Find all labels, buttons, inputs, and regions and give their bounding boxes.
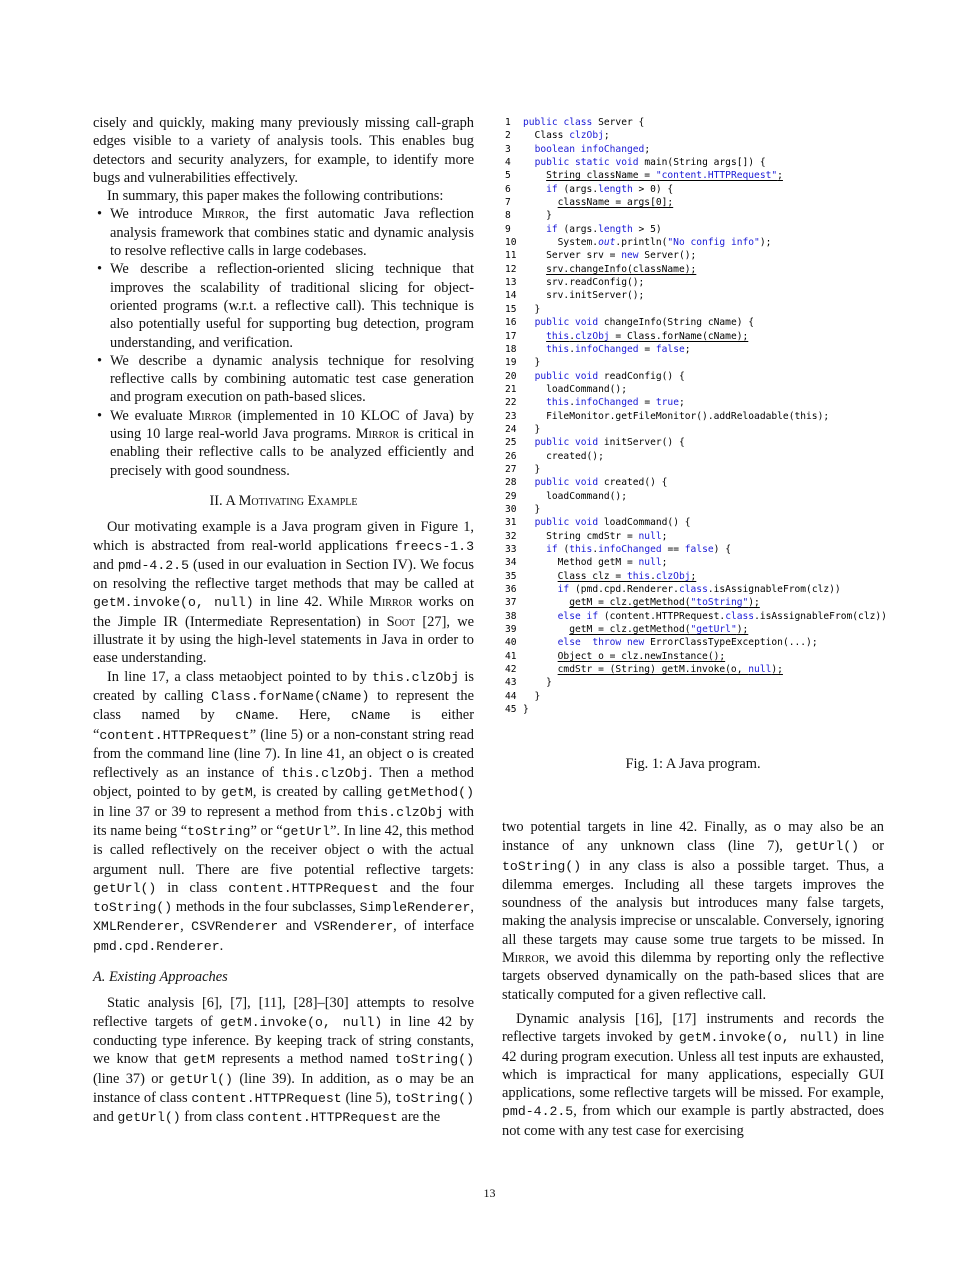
code-line bbox=[505, 436, 915, 449]
code-line bbox=[505, 410, 915, 423]
contribution-item-3: • We describe a dynamic analysis technique for resolving reflective calls by combining automatic test case generation and program execution on path-based slices. bbox=[110, 352, 474, 407]
code-line bbox=[505, 476, 915, 489]
code-line-number: 29 bbox=[505, 490, 517, 502]
code-line-text: } bbox=[523, 423, 541, 435]
code-line-number: 38 bbox=[505, 610, 517, 622]
code-line bbox=[505, 383, 915, 396]
code-line-text: this.infoChanged = false; bbox=[546, 343, 691, 355]
code-line-number: 30 bbox=[505, 503, 517, 515]
code-line-text: public void changeInfo(String cName) { bbox=[534, 317, 755, 329]
figure-caption: Fig. 1: A Java program. bbox=[625, 756, 761, 772]
code-line-text: public static void main(String args[]) { bbox=[534, 157, 766, 169]
code-line-text: Class clz = this.clzObj; bbox=[557, 570, 697, 582]
code-line bbox=[505, 516, 915, 529]
code-line bbox=[505, 356, 915, 369]
code-line-number: 11 bbox=[505, 250, 517, 262]
code-line-text: Object o = clz.newInstance(); bbox=[557, 650, 726, 662]
code-line-number: 17 bbox=[505, 330, 517, 342]
code-line-number: 2 bbox=[505, 130, 511, 142]
code-line-text: System.out.println("No config info"); bbox=[523, 237, 772, 249]
code-line bbox=[505, 690, 915, 703]
code-line bbox=[505, 183, 915, 196]
section-heading: II. A Motivating Example bbox=[209, 492, 358, 509]
code-line bbox=[505, 223, 915, 236]
code-line-text: if (args.length > 0) { bbox=[546, 183, 674, 195]
code-line bbox=[505, 450, 915, 463]
code-line-number: 7 bbox=[505, 197, 511, 209]
code-line-number: 14 bbox=[505, 290, 517, 302]
code-line-number: 40 bbox=[505, 637, 517, 649]
code-line-number: 12 bbox=[505, 263, 517, 275]
page-number: 13 bbox=[483, 1186, 496, 1200]
code-line-number: 26 bbox=[505, 450, 517, 462]
code-line-number: 45 bbox=[505, 704, 517, 716]
code-line bbox=[505, 370, 915, 383]
code-line-text: } bbox=[523, 463, 541, 475]
code-line bbox=[505, 530, 915, 543]
code-line-number: 41 bbox=[505, 650, 517, 662]
code-line-number: 27 bbox=[505, 463, 517, 475]
code-line-text: cmdStr = (String) getM.invoke(o, null); bbox=[557, 664, 783, 676]
code-line-text: created(); bbox=[523, 450, 604, 462]
code-line-number: 5 bbox=[505, 170, 511, 182]
code-line-text: public void loadCommand() { bbox=[534, 517, 691, 529]
code-line-number: 10 bbox=[505, 237, 517, 249]
code-line-number: 37 bbox=[505, 597, 517, 609]
code-line bbox=[505, 570, 915, 583]
paragraph-contributions-lead: In summary, this paper makes the following contributions: bbox=[107, 188, 444, 205]
code-line-text: else if (content.HTTPRequest.class.isAssignableFrom(clz)) bbox=[557, 610, 887, 622]
code-line-text: srv.changeInfo(className); bbox=[546, 263, 697, 275]
code-listing bbox=[505, 116, 915, 716]
code-line-number: 23 bbox=[505, 410, 517, 422]
code-line bbox=[505, 289, 915, 302]
code-line-number: 9 bbox=[505, 223, 511, 235]
code-line-text: } bbox=[523, 677, 552, 689]
code-line bbox=[505, 116, 915, 129]
code-line bbox=[505, 143, 915, 156]
code-line-text: public class Server { bbox=[523, 117, 645, 128]
code-line-number: 19 bbox=[505, 357, 517, 369]
code-line bbox=[505, 169, 915, 182]
code-line-text: Method getM = null; bbox=[523, 557, 668, 569]
code-line bbox=[505, 663, 915, 676]
code-line-text: getM = clz.getMethod("toString"); bbox=[569, 597, 760, 609]
code-line-number: 1 bbox=[505, 117, 511, 128]
code-line-number: 16 bbox=[505, 317, 517, 329]
code-line-text: Server srv = new Server(); bbox=[523, 250, 697, 262]
paragraph-static-analysis: Static analysis [6], [7], [11], [28]–[30] attempts to resolve reflective targets of getM.invoke(o, null) in line 42 by conducting type inference. By keeping track of string constants, we know that getM represents a method named toString() (line 37) or getUrl() (line 39). In addition, as o may be an instance of class content.HTTPRequest (line 5), toString() and getUrl() from class content.HTTPRequest are the bbox=[93, 995, 475, 1126]
code-line-number: 39 bbox=[505, 624, 517, 636]
code-line-number: 6 bbox=[505, 183, 511, 195]
code-line bbox=[505, 249, 915, 262]
code-line-text: Class clzObj; bbox=[523, 130, 610, 142]
code-line bbox=[505, 503, 915, 516]
contribution-item-2: • We describe a reflection-oriented slicing technique that improves the scalability of traditional slicing for object-oriented programs (w.r.t. a reflective call). This technique is also potentially useful for supporting bug detection, program understanding, and verification. bbox=[110, 260, 474, 351]
code-line-text: if (pmd.cpd.Renderer.class.isAssignableFrom(clz)) bbox=[557, 584, 841, 596]
subsection-heading: A. Existing Approaches bbox=[93, 969, 228, 986]
mirror-name: Mirror bbox=[355, 426, 400, 443]
code-line-text: } bbox=[523, 690, 541, 702]
code-line-text: this.infoChanged = true; bbox=[546, 397, 685, 409]
code-line-text: srv.initServer(); bbox=[523, 290, 645, 302]
code-line-text: else throw new ErrorClassTypeException(...); bbox=[557, 637, 818, 649]
code-line-number: 28 bbox=[505, 477, 517, 489]
code-line-text: } bbox=[523, 503, 541, 515]
code-line-text: this.clzObj = Class.forName(cName); bbox=[546, 330, 749, 342]
code-line bbox=[505, 423, 915, 436]
contributions-list bbox=[93, 205, 474, 479]
mirror-name: Mirror bbox=[201, 206, 246, 223]
code-line-number: 20 bbox=[505, 370, 517, 382]
code-line-number: 43 bbox=[505, 677, 517, 689]
code-line-number: 42 bbox=[505, 664, 517, 676]
paragraph-motivating-example: Our motivating example is a Java program given in Figure 1, which is abstracted from real-world applications freecs-1.3 and pmd-4.2.5 (used in our evaluation in Section IV). We focus on resolving the reflective target methods that may be called at getM.invoke(o, null) in line 42. While Mirror works on the Jimple IR (Intermediate Representation) in Soot [27], we illustrate it by using the high-level statements in Java in order to ease understanding. bbox=[93, 519, 475, 667]
code-line-text: loadCommand(); bbox=[523, 490, 627, 502]
code-line bbox=[505, 650, 915, 663]
code-line bbox=[505, 276, 915, 289]
paragraph-dynamic-analysis: Dynamic analysis [16], [17] instruments and records the reflective targets invoked by getM.invoke(o, null) in line 42 during program execution. Unless all test inputs are exhausted, which is impractical for many applications, especially GUI applications, some reflective targets will be missed. For example, pmd-4.2.5, from which our example is partly abstracted, does not come with any test case for exercising bbox=[502, 1010, 884, 1139]
code-line-text: } bbox=[523, 704, 529, 716]
code-line bbox=[505, 676, 915, 689]
code-line-number: 44 bbox=[505, 690, 517, 702]
code-line bbox=[505, 596, 915, 609]
code-line bbox=[505, 330, 915, 343]
code-line-number: 22 bbox=[505, 397, 517, 409]
code-line-number: 3 bbox=[505, 143, 511, 155]
code-line-number: 8 bbox=[505, 210, 511, 222]
code-line bbox=[505, 396, 915, 409]
code-line bbox=[505, 556, 915, 569]
code-line bbox=[505, 263, 915, 276]
code-line-text: className = args[0]; bbox=[557, 197, 674, 209]
code-line-text: String className = "content.HTTPRequest"; bbox=[546, 170, 783, 182]
code-line-number: 34 bbox=[505, 557, 517, 569]
right-column bbox=[502, 818, 884, 1140]
left-column bbox=[93, 114, 474, 1127]
code-line bbox=[505, 196, 915, 209]
code-line-number: 25 bbox=[505, 437, 517, 449]
contribution-item-1: • We introduce Mirror, the first automatic Java reflection analysis framework that combines static and dynamic analysis to resolve reflective calls in large codebases. bbox=[110, 205, 474, 260]
mirror-name: Mirror bbox=[188, 407, 232, 424]
code-line bbox=[505, 316, 915, 329]
code-line-text: public void readConfig() { bbox=[534, 370, 685, 382]
code-line-number: 31 bbox=[505, 517, 517, 529]
code-line bbox=[505, 343, 915, 356]
code-line bbox=[505, 490, 915, 503]
code-line bbox=[505, 209, 915, 222]
code-line-number: 24 bbox=[505, 423, 517, 435]
code-line-text: String cmdStr = null; bbox=[523, 530, 668, 542]
code-line-number: 33 bbox=[505, 544, 517, 555]
code-line-text: } bbox=[523, 357, 541, 369]
code-line-text: public void created() { bbox=[534, 477, 668, 489]
code-line-number: 21 bbox=[505, 383, 517, 395]
code-line-number: 13 bbox=[505, 277, 517, 289]
code-line bbox=[505, 303, 915, 316]
code-line bbox=[505, 129, 915, 142]
contribution-item-4: • We evaluate Mirror (implemented in 10 KLOC of Java) by using 10 large real-world Java programs. Mirror is critical in enabling their reflective calls to be analyzed efficiently and precisely with good soundness. bbox=[110, 407, 474, 480]
code-line bbox=[505, 543, 915, 556]
code-line-number: 15 bbox=[505, 303, 517, 315]
code-line-text: } bbox=[523, 303, 541, 315]
code-line-number: 35 bbox=[505, 570, 517, 582]
code-line bbox=[505, 623, 915, 636]
code-line-number: 4 bbox=[505, 157, 511, 169]
paragraph-intro-continuation: cisely and quickly, making many previously missing call-graph edges visible to a variety of analysis tools. This enables bug detectors and security analyzers, for example, to identify more bugs and vulnerabilities effectively. bbox=[93, 115, 474, 186]
code-line-text: getM = clz.getMethod("getUrl"); bbox=[569, 624, 749, 636]
code-line-text: loadCommand(); bbox=[523, 383, 627, 395]
code-line-number: 18 bbox=[505, 343, 517, 355]
code-line-text: if (this.infoChanged == false) { bbox=[546, 544, 731, 555]
code-line-text: boolean infoChanged; bbox=[534, 143, 651, 155]
code-line-text: FileMonitor.getFileMonitor().addReloadable(this); bbox=[523, 410, 830, 422]
code-line bbox=[505, 610, 915, 623]
paragraph-dilemma: two potential targets in line 42. Finally, as o may also be an instance of any unknown class (line 7), getUrl() or toString() in any class is also a possible target. Thus, a dilemma emerges. Including all these targets improves the soundness of the analysis but introduces many false targets, making the analysis imprecise or unscalable. Conversely, ignoring all these targets may cause some true targets to be missed. In Mirror, we avoid this dilemma by reporting only the reflective targets observed dynamically on the path-based slices that are statically computed for a given reflective call. bbox=[502, 819, 884, 1003]
code-line-text: if (args.length > 5) bbox=[546, 223, 662, 235]
code-line bbox=[505, 583, 915, 596]
code-line bbox=[505, 703, 915, 716]
code-line bbox=[505, 236, 915, 249]
code-line-text: srv.readConfig(); bbox=[523, 277, 645, 289]
code-line bbox=[505, 463, 915, 476]
paragraph-line-17-explanation: In line 17, a class metaobject pointed to by this.clzObj is created by calling Class.forName(cName) to represent the class named by cName. Here, cName is either “content.HTTPRequest” (line 5) or a non-constant string read from the command line (line 7). In line 41, an object o is created reflectively as an instance of this.clzObj. Then a method object, pointed to by getM, is created by calling getMethod() in line 37 or 39 to represent a method from this.clzObj with its name being “toString” or “getUrl”. In line 42, this method is called reflectively on the receiver object o with the actual argument null. There are five potential reflective targets: getUrl() in class content.HTTPRequest and the four toString() methods in the four subclasses, SimpleRenderer, XMLRenderer, CSVRenderer and VSRenderer, of interface pmd.cpd.Renderer. bbox=[93, 668, 474, 954]
code-line-number: 32 bbox=[505, 530, 517, 542]
code-line-number: 36 bbox=[505, 584, 517, 596]
code-line bbox=[505, 156, 915, 169]
code-line-text: } bbox=[523, 210, 552, 222]
code-line-text: public void initServer() { bbox=[534, 437, 685, 449]
code-line bbox=[505, 636, 915, 649]
